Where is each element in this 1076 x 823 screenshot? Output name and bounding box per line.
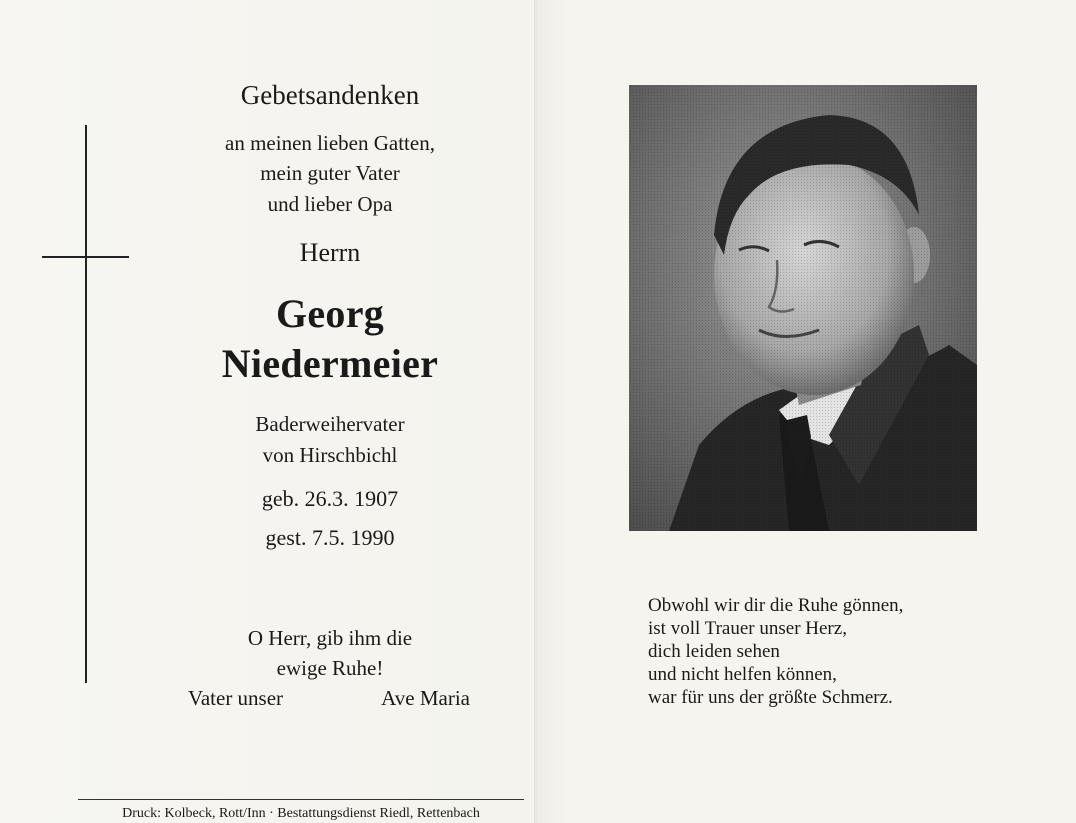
poem-line-3: dich leiden sehen xyxy=(648,641,780,662)
description-line-2: von Hirschbichl xyxy=(262,443,398,467)
birth-date: geb. 26.3. 1907 xyxy=(261,486,399,511)
last-name: Niedermeier xyxy=(221,341,439,386)
cross-icon-vertical xyxy=(85,125,87,683)
salutation: Herrn xyxy=(299,238,361,267)
printer-credit: Druck: Kolbeck, Rott/Inn · Bestattungsdienst Riedl, Rettenbach xyxy=(122,806,480,821)
intro-line-2: mein guter Vater xyxy=(260,161,400,185)
cross-icon-horizontal xyxy=(42,256,129,258)
first-name: Georg xyxy=(275,291,385,336)
card-title: Gebetsandenken xyxy=(240,80,420,110)
prayer-line-1: O Herr, gib ihm die xyxy=(247,626,413,650)
description-line-1: Baderweihervater xyxy=(255,412,405,436)
card-fold xyxy=(534,0,537,823)
death-date: gest. 7.5. 1990 xyxy=(265,525,395,550)
prayer-vater-unser: Vater unser xyxy=(188,686,284,710)
poem-line-4: und nicht helfen können, xyxy=(648,664,837,685)
poem xyxy=(648,594,903,709)
poem-line-5: war für uns der größte Schmerz. xyxy=(648,687,893,708)
prayer-line-2: ewige Ruhe! xyxy=(276,656,384,680)
poem-line-2: ist voll Trauer unser Herz, xyxy=(648,618,847,639)
portrait-photo xyxy=(629,85,977,531)
poem-line-1: Obwohl wir dir die Ruhe gönnen, xyxy=(648,595,904,616)
prayer-ave-maria: Ave Maria xyxy=(381,686,470,710)
footer-divider xyxy=(78,799,524,800)
intro-line-3: und lieber Opa xyxy=(267,192,393,216)
intro-line-1: an meinen lieben Gatten, xyxy=(225,131,435,155)
portrait-image xyxy=(629,85,977,531)
